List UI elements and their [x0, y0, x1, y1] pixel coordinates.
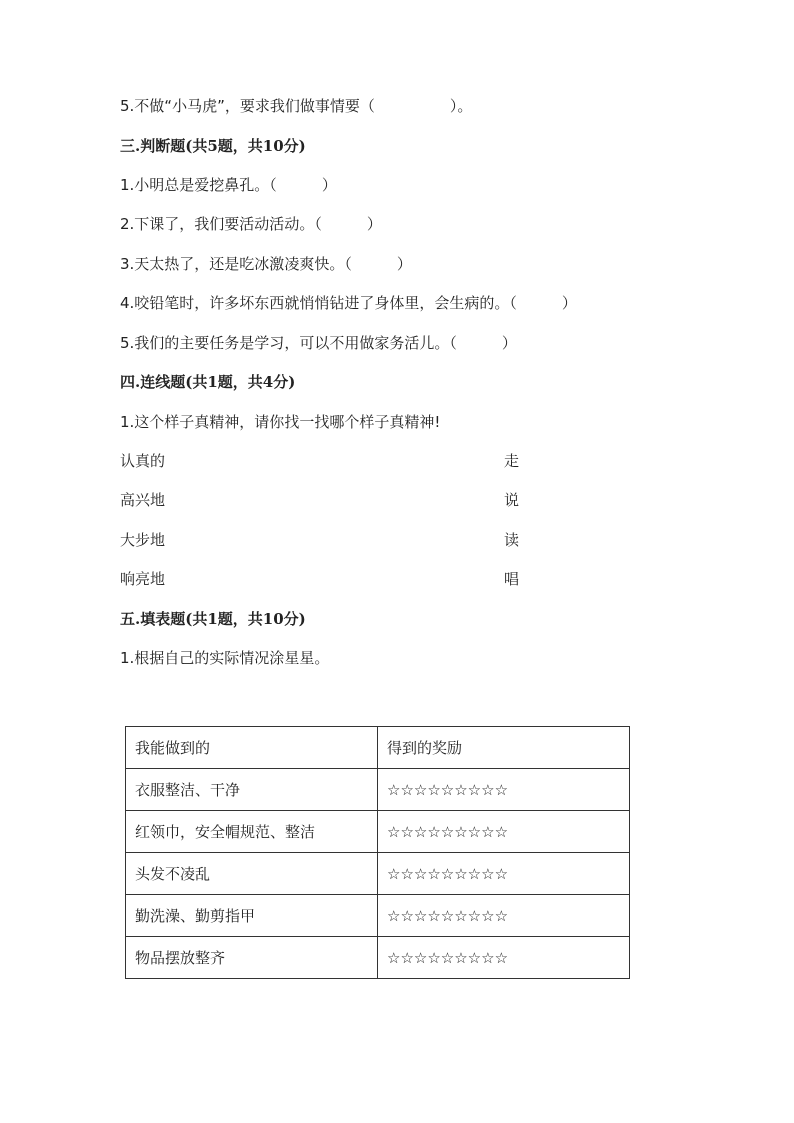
matching-question: 1.这个样子真精神，请你找一找哪个样子真精神! — [120, 413, 441, 431]
match-left-3: 大步地 — [120, 531, 166, 549]
match-right-3: 读 — [504, 531, 520, 549]
judge-item-3: 3.天太热了，还是吃冰激凌爽快。（ ） — [120, 255, 412, 273]
match-right-2: 说 — [504, 491, 520, 509]
row-item: 物品摆放整齐 — [126, 937, 378, 979]
match-left-1: 认真的 — [120, 452, 166, 470]
match-left-2: 高兴地 — [120, 491, 166, 509]
star-rating[interactable]: ☆☆☆☆☆☆☆☆☆ — [378, 811, 630, 853]
match-right-4: 唱 — [504, 570, 520, 588]
reward-table — [125, 726, 630, 979]
judge-item-4: 4.咬铅笔时，许多坏东西就悄悄钻进了身体里，会生病的。（ ） — [120, 294, 577, 312]
row-item: 衣服整洁、干净 — [126, 769, 378, 811]
table-row — [126, 937, 630, 979]
judge-item-5: 5.我们的主要任务是学习，可以不用做家务活儿。（ ） — [120, 334, 517, 352]
table-question: 1.根据自己的实际情况涂星星。 — [120, 649, 330, 667]
section-3-title: 三.判断题(共5题，共10分) — [120, 137, 306, 155]
table-row — [126, 853, 630, 895]
section-5-title: 五.填表题(共1题，共10分) — [120, 610, 306, 628]
row-item: 勤洗澡、勤剪指甲 — [126, 895, 378, 937]
table-row — [126, 769, 630, 811]
match-right-1: 走 — [504, 452, 520, 470]
row-item: 头发不凌乱 — [126, 853, 378, 895]
judge-item-2: 2.下课了，我们要活动活动。（ ） — [120, 215, 382, 233]
star-rating[interactable]: ☆☆☆☆☆☆☆☆☆ — [378, 769, 630, 811]
star-rating[interactable]: ☆☆☆☆☆☆☆☆☆ — [378, 853, 630, 895]
table-row — [126, 811, 630, 853]
row-item: 红领巾，安全帽规范、整洁 — [126, 811, 378, 853]
table-row — [126, 895, 630, 937]
header-reward: 得到的奖励 — [378, 727, 630, 769]
judge-item-1: 1.小明总是爱挖鼻孔。（ ） — [120, 176, 337, 194]
star-rating[interactable]: ☆☆☆☆☆☆☆☆☆ — [378, 937, 630, 979]
header-can-do: 我能做到的 — [126, 727, 378, 769]
table-header-row — [126, 727, 630, 769]
section-4-title: 四.连线题(共1题，共4分) — [120, 373, 296, 391]
match-left-4: 响亮地 — [120, 570, 166, 588]
fill-question-5: 5.不做“小马虎”，要求我们做事情要（ ）。 — [120, 97, 473, 115]
star-rating[interactable]: ☆☆☆☆☆☆☆☆☆ — [378, 895, 630, 937]
